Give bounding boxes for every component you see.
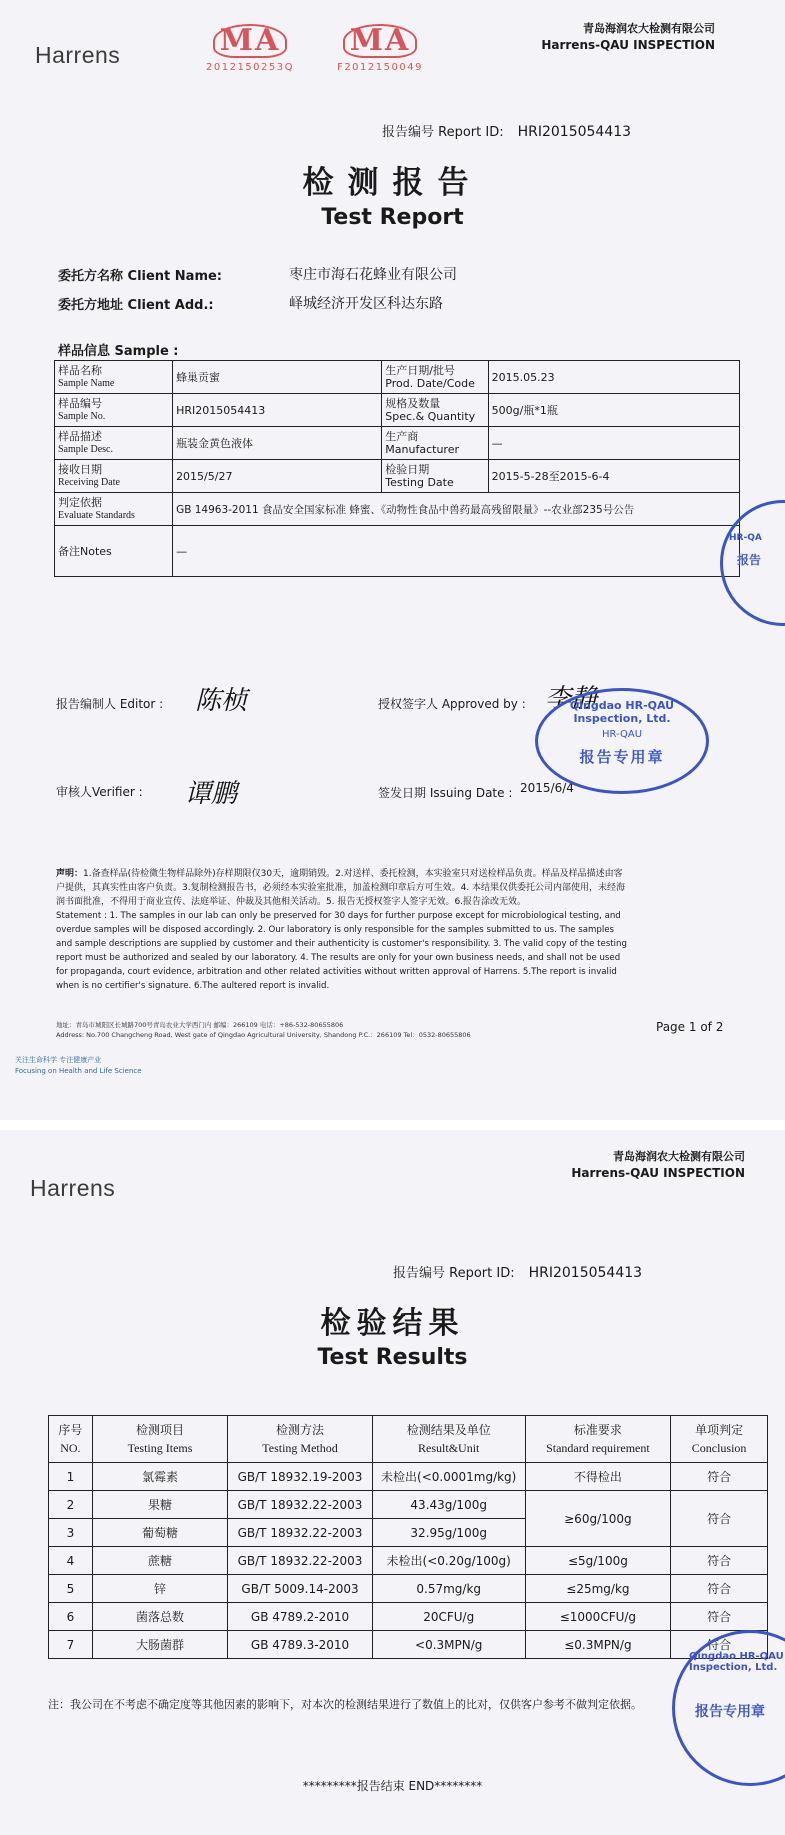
report-page-2 [0, 1130, 785, 1835]
prod-date-value: 2015.05.23 [488, 361, 739, 394]
slogan-cn: 关注生命科学 专注健康产业 [15, 1056, 102, 1064]
cell-no: 1 [49, 1463, 93, 1491]
cell-no: 6 [49, 1603, 93, 1631]
table-row [55, 526, 740, 577]
std-key: 判定依据 Evaluate Standards [55, 493, 173, 526]
cell-standard: ≥60g/100g [525, 1491, 671, 1547]
seal-ring-text: Qingdao HR-QAU Inspection, Ltd. [569, 699, 675, 725]
page-separator [0, 1120, 785, 1130]
sample-info-label: 样品信息 Sample : [58, 344, 179, 359]
cell-method: GB 4789.2-2010 [228, 1603, 373, 1631]
cell-method: GB/T 18932.22-2003 [228, 1519, 373, 1547]
title-en: Test Results [317, 1345, 468, 1370]
cell-standard: ≤0.3MPN/g [525, 1631, 671, 1659]
title-cn: 检测报告 [302, 165, 483, 201]
cal-mark: MA [343, 24, 417, 58]
desc-value: 瓶装金黄色液体 [173, 427, 382, 460]
cma-seal [200, 24, 300, 73]
seal-ring-text: Qingdao HR-QAU Inspection, Ltd. [689, 1651, 784, 1673]
harrens-logo: Harrens [35, 42, 121, 68]
client-add-label: 委托方地址 Client Add.: [58, 298, 214, 313]
test-key: 检验日期 Testing Date [382, 460, 488, 493]
std-value: GB 14963-2011 食品安全国家标准 蜂蜜、《动物性食品中兽药最高残留限量》--农业部235号公告 [173, 493, 740, 526]
cell-conclusion: 符合 [671, 1575, 768, 1603]
issue-date-label: 签发日期 Issuing Date : [378, 786, 513, 800]
report-seal-stamp [672, 1630, 785, 1786]
company-name-cn: 青岛海润农大检测有限公司 [613, 1150, 745, 1163]
report-id-label: 报告编号 Report ID: [393, 1266, 515, 1281]
edge-seal-stamp: HR-QA 报告 [720, 500, 785, 626]
cell-method: GB/T 5009.14-2003 [228, 1575, 373, 1603]
cell-result: 43.43g/100g [372, 1491, 525, 1519]
sample-no-key: 样品编号 Sample No. [55, 394, 173, 427]
slogan-en: Focusing on Health and Life Science [15, 1067, 142, 1075]
harrens-logo: Harrens [30, 1175, 116, 1201]
slogan [15, 1055, 142, 1077]
sample-no-value: HRI2015054413 [173, 394, 382, 427]
address-en: Address: No.700 Changcheng Road, West gate of Qingdao Agricultural University, Shandong P.C.：266109 Tel：0532-80655806 [56, 1031, 471, 1039]
desc-key: 样品描述 Sample Desc. [55, 427, 173, 460]
report-end: *********报告结束 END******** [302, 1779, 483, 1793]
cell-standard: ≤1000CFU/g [525, 1603, 671, 1631]
cell-result: 0.57mg/kg [372, 1575, 525, 1603]
address-footer [56, 1020, 556, 1040]
report-seal-stamp [535, 688, 709, 794]
address-cn: 地址：青岛市城阳区长城路700号青岛农业大学西门内 邮编：266109 电话：+86-532-80655806 [56, 1021, 344, 1029]
column-header: 检测项目 Testing Items [92, 1416, 227, 1463]
title-en: Test Report [321, 205, 464, 230]
table-row [49, 1463, 768, 1491]
cell-result: <0.3MPN/g [372, 1631, 525, 1659]
cell-conclusion: 符合 [671, 1631, 768, 1659]
prod-date-key: 生产日期/批号 Prod. Date/Code [382, 361, 488, 394]
table-row [49, 1575, 768, 1603]
cell-no: 7 [49, 1631, 93, 1659]
report-id-label: 报告编号 Report ID: [382, 125, 504, 140]
cell-result: 未检出(<0.20g/100g) [372, 1547, 525, 1575]
column-header: 检测方法 Testing Method [228, 1416, 373, 1463]
company-name-en: Harrens-QAU INSPECTION [541, 38, 715, 52]
table-row [49, 1603, 768, 1631]
cell-no: 2 [49, 1491, 93, 1519]
cell-conclusion: 符合 [671, 1463, 768, 1491]
cell-result: 20CFU/g [372, 1603, 525, 1631]
approver-signature: 李静 [545, 684, 598, 714]
client-add-value: 峄城经济开发区科达东路 [289, 296, 443, 312]
spec-value: 500g/瓶*1瓶 [488, 394, 739, 427]
column-header: 单项判定 Conclusion [671, 1416, 768, 1463]
mfr-value: — [488, 427, 739, 460]
cell-item: 锌 [92, 1575, 227, 1603]
cell-item: 蔗糖 [92, 1547, 227, 1575]
report-id-value: HRI2015054413 [517, 124, 632, 140]
verifier-signature: 谭鹏 [185, 779, 238, 809]
recv-key: 接收日期 Receiving Date [55, 460, 173, 493]
page-number: Page 1 of 2 [656, 1020, 724, 1034]
editor-label: 报告编制人 Editor : [56, 697, 164, 711]
issue-date-value: 2015/6/4 [520, 781, 574, 795]
client-name-label: 委托方名称 Client Name: [58, 269, 223, 284]
editor-signature: 陈桢 [195, 686, 248, 716]
statement [56, 867, 631, 993]
results-table [48, 1415, 768, 1659]
company-name-cn: 青岛海润农大检测有限公司 [583, 22, 715, 35]
cal-seal [330, 24, 430, 73]
column-header: 标准要求 Standard requirement [525, 1416, 671, 1463]
cell-item: 大肠菌群 [92, 1631, 227, 1659]
table-row [55, 427, 740, 460]
table-row [49, 1631, 768, 1659]
cell-no: 5 [49, 1575, 93, 1603]
column-header: 序号 NO. [49, 1416, 93, 1463]
sample-name-key: 样品名称 Sample Name [55, 361, 173, 394]
company-name-en: Harrens-QAU INSPECTION [571, 1166, 745, 1180]
report-id-value: HRI2015054413 [528, 1265, 643, 1281]
cell-item: 菌落总数 [92, 1603, 227, 1631]
cell-method: GB/T 18932.22-2003 [228, 1491, 373, 1519]
verifier-label: 审核人Verifier : [56, 785, 143, 799]
report-id-line [382, 121, 631, 140]
cma-number: 2012150253Q [206, 62, 294, 73]
statement-en: Statement : 1. The samples in our lab can only be preserved for 30 days for further purpose except for microbiological testing, and overdue samples will be disposed accordingly. 2. Our laboratory is only responsible for the samples submitted to us. The samples and sample descriptions are supplied by customer and their authenticity is customer's responsibility. 3. The valid copy of the testing report must be authorized and sealed by our laboratory. 4. The results are only for your own business needs, and shall not be used for propaganda, court evidence, arbitration and other related activities without written approval of Harrens. 5.The report is invalid when is no certifier's signature. 6.The aultered report is invalid. [56, 911, 627, 991]
notes-value: — [173, 526, 740, 577]
client-name-value: 枣庄市海石花蜂业有限公司 [289, 267, 457, 283]
column-header: 检测结果及单位 Result&Unit [372, 1416, 525, 1463]
sample-info-table [54, 360, 740, 577]
cell-no: 4 [49, 1547, 93, 1575]
table-row [55, 493, 740, 526]
spec-key: 规格及数量 Spec.& Quantity [382, 394, 488, 427]
title-cn: 检验结果 [320, 1306, 465, 1341]
cell-standard: 不得检出 [525, 1463, 671, 1491]
cell-method: GB/T 18932.19-2003 [228, 1463, 373, 1491]
table-row [55, 394, 740, 427]
cell-result: 32.95g/100g [372, 1519, 525, 1547]
cell-item: 果糖 [92, 1491, 227, 1519]
sample-name-value: 蜂巢贡蜜 [173, 361, 382, 394]
cell-result: 未检出(<0.0001mg/kg) [372, 1463, 525, 1491]
mfr-key: 生产商 Manufacturer [382, 427, 488, 460]
cma-mark: MA [213, 24, 287, 58]
test-value: 2015-5-28至2015-6-4 [488, 460, 739, 493]
seal-overlay-text: HR-QAU [601, 729, 643, 740]
report-id-line [393, 1262, 642, 1281]
results-note: 注：我公司在不考虑不确定度等其他因素的影响下，对本次的检测结果进行了数值上的比对，仅供客户参考不做判定依据。 [48, 1698, 642, 1711]
cell-method: GB 4789.3-2010 [228, 1631, 373, 1659]
cell-method: GB/T 18932.22-2003 [228, 1547, 373, 1575]
table-row [55, 460, 740, 493]
cal-number: F2012150049 [337, 62, 423, 73]
cell-standard: ≤25mg/kg [525, 1575, 671, 1603]
recv-value: 2015/5/27 [173, 460, 382, 493]
cell-standard: ≤5g/100g [525, 1547, 671, 1575]
table-row [55, 361, 740, 394]
cell-item: 葡萄糖 [92, 1519, 227, 1547]
seal-center-text: 报告专用章 [695, 1704, 765, 1720]
cell-conclusion: 符合 [671, 1547, 768, 1575]
notes-key: 备注Notes [55, 526, 173, 577]
approver-label: 授权签字人 Approved by : [378, 697, 526, 711]
table-row [49, 1547, 768, 1575]
table-row [49, 1491, 768, 1519]
seal-center-text: 报告专用章 [579, 748, 665, 766]
cell-conclusion: 符合 [671, 1491, 768, 1547]
statement-cn: 声明：1.备查样品(待检微生物样品除外)存样期限仅30天，逾期销毁。2.对送样、委托检测，本实验室只对送检样品负责。样品及样品描述由客户提供，其真实性由客户负责。3.复制检测报告书，必须经本实验室批准，加盖检测印章后方可生效。4. 本结果仅供委托公司内部使用，未经海润书面批准，不得用于商业宣传、法庭举证、仲裁及其他相关活动。5. 报告无授权签字人签字无效。6.报告涂改无效。 [56, 869, 626, 907]
cell-item: 氯霉素 [92, 1463, 227, 1491]
cell-conclusion: 符合 [671, 1603, 768, 1631]
table-header-row [49, 1416, 768, 1463]
cell-no: 3 [49, 1519, 93, 1547]
